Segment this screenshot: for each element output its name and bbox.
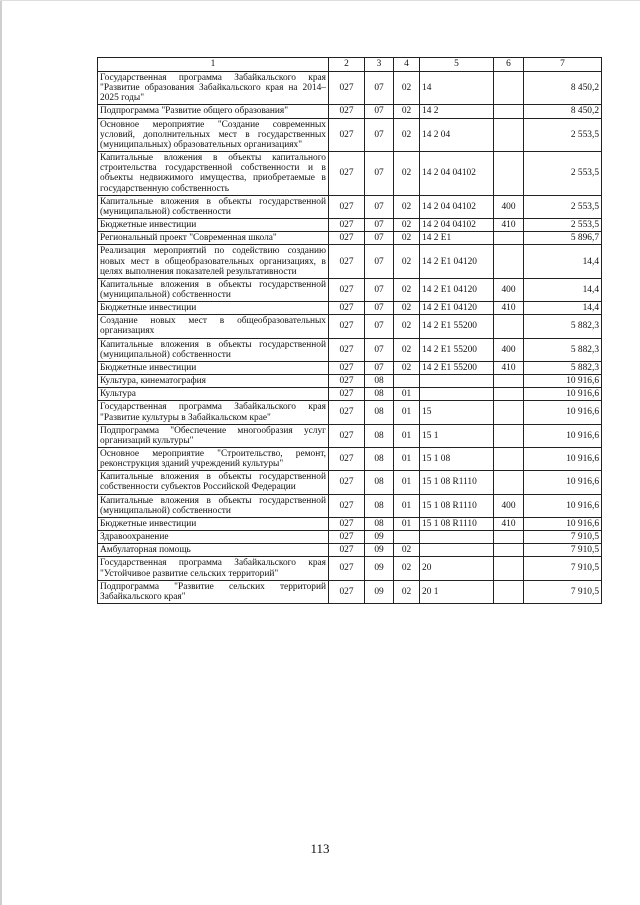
ministry-code-cell: 027 [329,152,365,196]
section-code-cell: 07 [365,338,394,361]
ministry-code-cell: 027 [329,471,365,494]
row-name-cell: Здравоохранение [98,531,329,544]
expense-type-cell: 400 [494,494,524,517]
amount-cell: 8 450,2 [524,72,602,105]
section-code-cell: 07 [365,245,394,278]
expense-type-cell [494,580,524,603]
ministry-code-cell: 027 [329,517,365,530]
ministry-code-cell: 027 [329,278,365,301]
section-code-cell: 09 [365,580,394,603]
section-code-cell: 07 [365,72,394,105]
subsection-code-cell: 02 [394,232,420,245]
row-name-cell: Государственная программа Забайкальского края "Развитие культуры в Забайкальском крае" [98,401,329,424]
row-name-cell: Подпрограмма "Развитие общего образования" [98,105,329,118]
expense-type-cell [494,471,524,494]
row-name-cell: Культура [98,388,329,401]
expense-type-cell [494,375,524,388]
amount-cell: 5 882,3 [524,361,602,374]
subsection-code-cell [394,375,420,388]
target-article-cell: 14 2 E1 04120 [420,302,494,315]
section-code-cell: 08 [365,517,394,530]
subsection-code-cell: 01 [394,424,420,447]
subsection-code-cell: 02 [394,195,420,218]
ministry-code-cell: 027 [329,105,365,118]
subsection-code-cell: 02 [394,338,420,361]
amount-cell: 2 553,5 [524,219,602,232]
table-row [98,232,602,245]
page-edge [0,0,2,905]
table-row [98,557,602,580]
expense-type-cell [494,245,524,278]
table-row [98,401,602,424]
target-article-cell: 15 1 08 R1110 [420,517,494,530]
amount-cell: 8 450,2 [524,105,602,118]
section-code-cell: 07 [365,361,394,374]
amount-cell: 10 916,6 [524,448,602,471]
row-name-cell: Основное мероприятие "Создание современных условий, дополнительных мест в государственных (муниципальных) образовательных организациях" [98,118,329,151]
table-row [98,338,602,361]
table-row [98,424,602,447]
ministry-code-cell: 027 [329,219,365,232]
amount-cell: 14,4 [524,278,602,301]
subsection-code-cell: 02 [394,315,420,338]
section-code-cell: 09 [365,544,394,557]
header-row [98,58,602,72]
table-row [98,195,602,218]
amount-cell: 5 882,3 [524,338,602,361]
row-name-cell: Капитальные вложения в объекты государственной (муниципальной) собственности [98,338,329,361]
row-name-cell: Бюджетные инвестиции [98,517,329,530]
table-row [98,375,602,388]
target-article-cell: 14 2 04 04102 [420,219,494,232]
row-name-cell: Государственная программа Забайкальского края "Устойчивое развитие сельских территорий" [98,557,329,580]
section-code-cell: 07 [365,278,394,301]
section-code-cell: 07 [365,219,394,232]
ministry-code-cell: 027 [329,302,365,315]
target-article-cell [420,375,494,388]
target-article-cell: 15 1 08 [420,448,494,471]
ministry-code-cell: 027 [329,315,365,338]
ministry-code-cell: 027 [329,580,365,603]
expense-type-cell [494,118,524,151]
section-code-cell: 08 [365,388,394,401]
amount-cell: 10 916,6 [524,471,602,494]
target-article-cell: 14 2 E1 04120 [420,278,494,301]
header-col-3: 3 [365,58,394,72]
row-name-cell: Капитальные вложения в объекты государственной (муниципальной) собственности [98,278,329,301]
table-row [98,388,602,401]
table-row [98,105,602,118]
section-code-cell: 09 [365,531,394,544]
table-row [98,219,602,232]
ministry-code-cell: 027 [329,118,365,151]
subsection-code-cell: 02 [394,152,420,196]
table-row [98,245,602,278]
expense-type-cell: 410 [494,219,524,232]
ministry-code-cell: 027 [329,401,365,424]
amount-cell: 7 910,5 [524,557,602,580]
section-code-cell: 07 [365,152,394,196]
table-header [98,58,602,72]
section-code-cell: 08 [365,401,394,424]
amount-cell: 10 916,6 [524,401,602,424]
header-col-7: 7 [524,58,602,72]
table-row [98,315,602,338]
ministry-code-cell: 027 [329,448,365,471]
section-code-cell: 08 [365,494,394,517]
amount-cell: 10 916,6 [524,517,602,530]
expense-type-cell [494,105,524,118]
budget-table [97,57,602,604]
target-article-cell: 14 2 E1 55200 [420,338,494,361]
page-number: 113 [310,841,330,856]
expense-type-cell [494,315,524,338]
target-article-cell: 14 2 04 04102 [420,152,494,196]
expense-type-cell [494,448,524,471]
page-edge-top [0,0,640,1]
table-row [98,72,602,105]
expense-type-cell [494,152,524,196]
target-article-cell: 20 1 [420,580,494,603]
subsection-code-cell: 01 [394,494,420,517]
table-row [98,494,602,517]
subsection-code-cell: 02 [394,105,420,118]
row-name-cell: Создание новых мест в общеобразовательных организациях [98,315,329,338]
expense-type-cell [494,232,524,245]
subsection-code-cell: 02 [394,361,420,374]
amount-cell: 10 916,6 [524,375,602,388]
row-name-cell: Бюджетные инвестиции [98,361,329,374]
table-row [98,278,602,301]
subsection-code-cell: 01 [394,471,420,494]
row-name-cell: Основное мероприятие "Строительство, ремонт, реконструкция зданий учреждений культуры" [98,448,329,471]
section-code-cell: 09 [365,557,394,580]
expense-type-cell [494,72,524,105]
row-name-cell: Реализация мероприятий по содействию созданию новых мест в общеобразовательных организациях, в целях выполнения показателей результативности [98,245,329,278]
target-article-cell: 14 [420,72,494,105]
amount-cell: 2 553,5 [524,118,602,151]
subsection-code-cell: 02 [394,118,420,151]
ministry-code-cell: 027 [329,195,365,218]
ministry-code-cell: 027 [329,531,365,544]
amount-cell: 10 916,6 [524,388,602,401]
table-row [98,302,602,315]
row-name-cell: Капитальные вложения в объекты государственной (муниципальной) собственности [98,494,329,517]
expense-type-cell: 400 [494,195,524,218]
ministry-code-cell: 027 [329,424,365,447]
ministry-code-cell: 027 [329,494,365,517]
expense-type-cell [494,557,524,580]
row-name-cell: Капитальные вложения в объекты государственной собственности субъектов Российской Федерации [98,471,329,494]
target-article-cell: 15 1 [420,424,494,447]
subsection-code-cell: 02 [394,544,420,557]
amount-cell: 5 882,3 [524,315,602,338]
row-name-cell: Региональный проект "Современная школа" [98,232,329,245]
section-code-cell: 08 [365,424,394,447]
subsection-code-cell: 02 [394,72,420,105]
expense-type-cell: 400 [494,338,524,361]
row-name-cell: Капитальные вложения в объекты государственной (муниципальной) собственности [98,195,329,218]
amount-cell: 5 896,7 [524,232,602,245]
ministry-code-cell: 027 [329,338,365,361]
section-code-cell: 07 [365,195,394,218]
subsection-code-cell: 01 [394,517,420,530]
amount-cell: 2 553,5 [524,152,602,196]
amount-cell: 10 916,6 [524,424,602,447]
table-row [98,544,602,557]
target-article-cell: 14 2 04 04102 [420,195,494,218]
target-article-cell [420,388,494,401]
header-col-2: 2 [329,58,365,72]
subsection-code-cell: 02 [394,245,420,278]
target-article-cell: 14 2 E1 04120 [420,245,494,278]
expense-type-cell: 400 [494,278,524,301]
subsection-code-cell: 02 [394,302,420,315]
subsection-code-cell [394,531,420,544]
expense-type-cell [494,388,524,401]
amount-cell: 7 910,5 [524,531,602,544]
section-code-cell: 08 [365,448,394,471]
expense-type-cell [494,531,524,544]
section-code-cell: 07 [365,315,394,338]
row-name-cell: Бюджетные инвестиции [98,219,329,232]
expense-type-cell: 410 [494,361,524,374]
row-name-cell: Капитальные вложения в объекты капитального строительства государственной собственности и в объекты недвижимого имущества, приобретаемые в государственную собственность [98,152,329,196]
target-article-cell: 15 1 08 R1110 [420,494,494,517]
row-name-cell: Амбулаторная помощь [98,544,329,557]
section-code-cell: 08 [365,375,394,388]
header-col-6: 6 [494,58,524,72]
ministry-code-cell: 027 [329,544,365,557]
ministry-code-cell: 027 [329,72,365,105]
expense-type-cell: 410 [494,517,524,530]
section-code-cell: 07 [365,302,394,315]
target-article-cell: 20 [420,557,494,580]
section-code-cell: 08 [365,471,394,494]
subsection-code-cell: 01 [394,401,420,424]
subsection-code-cell: 02 [394,580,420,603]
row-name-cell: Культура, кинематография [98,375,329,388]
table-row [98,118,602,151]
expense-type-cell [494,424,524,447]
row-name-cell: Подпрограмма "Обеспечение многообразия услуг организаций культуры" [98,424,329,447]
table-body [98,72,602,604]
section-code-cell: 07 [365,118,394,151]
subsection-code-cell: 02 [394,278,420,301]
target-article-cell: 14 2 [420,105,494,118]
table-row [98,531,602,544]
section-code-cell: 07 [365,232,394,245]
ministry-code-cell: 027 [329,388,365,401]
expense-type-cell [494,401,524,424]
target-article-cell: 14 2 E1 55200 [420,361,494,374]
table-row [98,448,602,471]
amount-cell: 10 916,6 [524,494,602,517]
ministry-code-cell: 027 [329,245,365,278]
target-article-cell: 15 [420,401,494,424]
section-code-cell: 07 [365,105,394,118]
expense-type-cell [494,544,524,557]
table-row [98,361,602,374]
ministry-code-cell: 027 [329,361,365,374]
header-col-4: 4 [394,58,420,72]
amount-cell: 7 910,5 [524,544,602,557]
amount-cell: 7 910,5 [524,580,602,603]
table-row [98,152,602,196]
header-col-5: 5 [420,58,494,72]
expense-type-cell: 410 [494,302,524,315]
table-row [98,580,602,603]
target-article-cell: 15 1 08 R1110 [420,471,494,494]
amount-cell: 14,4 [524,245,602,278]
row-name-cell: Государственная программа Забайкальского края "Развитие образования Забайкальского края на 2014–2025 годы" [98,72,329,105]
table-row [98,471,602,494]
subsection-code-cell: 01 [394,388,420,401]
ministry-code-cell: 027 [329,375,365,388]
ministry-code-cell: 027 [329,557,365,580]
target-article-cell: 14 2 E1 55200 [420,315,494,338]
subsection-code-cell: 01 [394,448,420,471]
target-article-cell [420,544,494,557]
target-article-cell: 14 2 04 [420,118,494,151]
target-article-cell: 14 2 E1 [420,232,494,245]
ministry-code-cell: 027 [329,232,365,245]
subsection-code-cell: 02 [394,219,420,232]
subsection-code-cell: 02 [394,557,420,580]
amount-cell: 14,4 [524,302,602,315]
amount-cell: 2 553,5 [524,195,602,218]
table-row [98,517,602,530]
row-name-cell: Бюджетные инвестиции [98,302,329,315]
target-article-cell [420,531,494,544]
header-col-1: 1 [98,58,329,72]
row-name-cell: Подпрограмма "Развитие сельских территорий Забайкальского края" [98,580,329,603]
